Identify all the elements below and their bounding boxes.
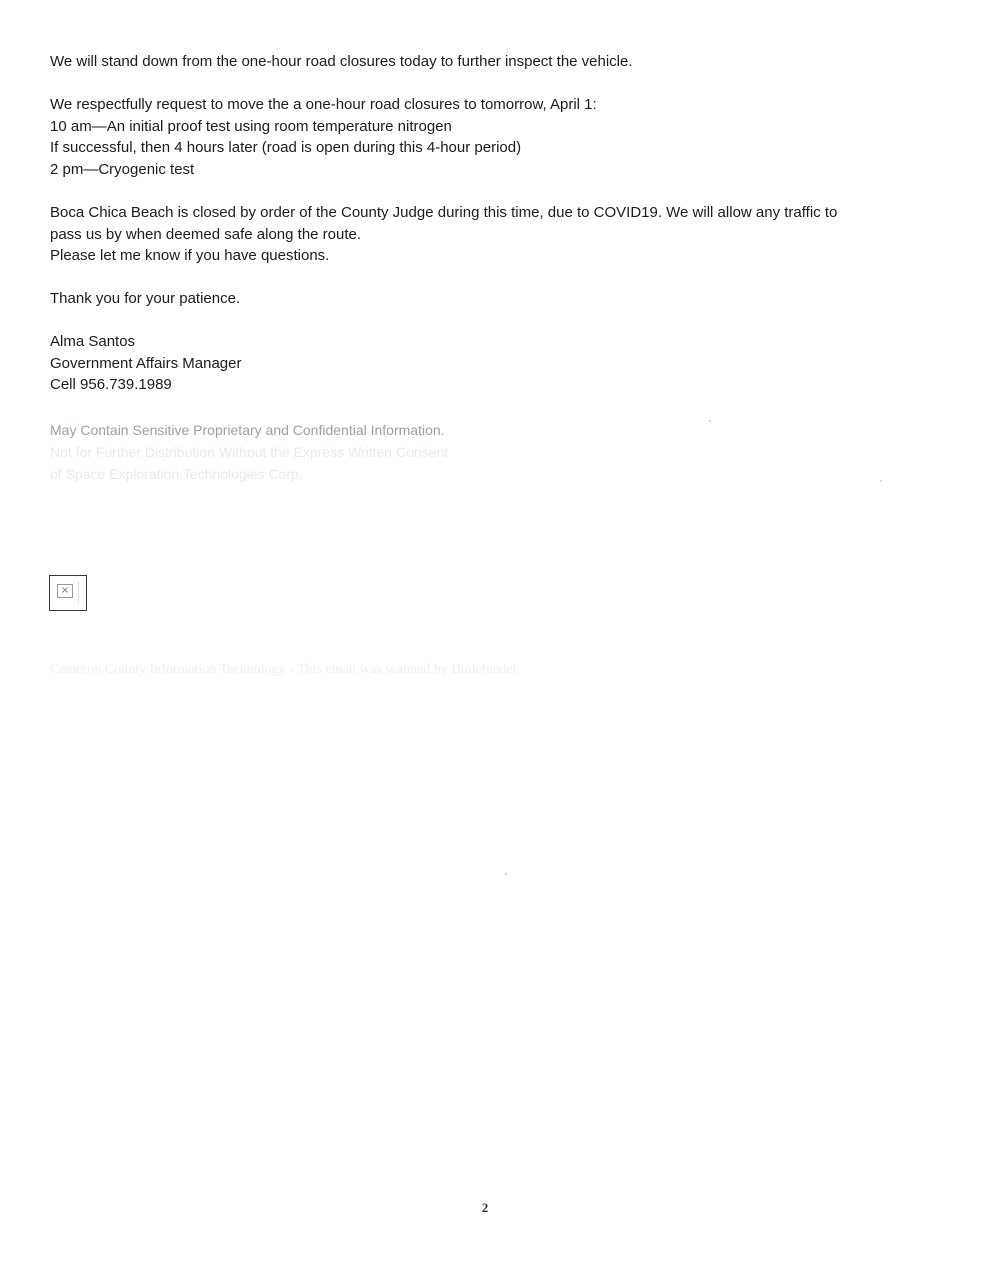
- scan-speck: [709, 420, 711, 422]
- confidentiality-line: May Contain Sensitive Proprietary and Confidential Information.: [50, 422, 445, 438]
- confidentiality-line: Not for Further Distribution Without the Express Written Consent: [50, 444, 449, 460]
- confidentiality-line: of Space Exploration Technologies Corp.: [50, 466, 303, 482]
- signature-name: Alma Santos: [50, 333, 136, 350]
- confidentiality-notice: [50, 419, 448, 485]
- closing-line: [50, 288, 930, 310]
- signature-cell: Cell 956.739.1989: [50, 376, 172, 393]
- signature-block: [50, 331, 930, 396]
- paragraph-stand-down: [50, 51, 930, 73]
- broken-image-icon: [49, 575, 87, 611]
- signature-title: Government Affairs Manager: [50, 354, 242, 372]
- text-line: pass us by when deemed safe along the route.: [50, 225, 362, 243]
- text-line: Boca Chica Beach is closed by order of the County Judge during this time, due to COVID19. We will allow any traffic to: [50, 204, 838, 221]
- scan-notice: Cameron County Information Technology - This email was scanned by Bitdefender: [50, 662, 518, 677]
- text-line: 2 pm—Cryogenic test: [50, 160, 195, 178]
- paragraph-beach-closure: [50, 202, 930, 267]
- page-number: 2: [481, 1200, 489, 1215]
- image-placeholder-edge: [78, 582, 83, 604]
- scan-speck: [880, 480, 882, 482]
- text-line: We respectfully request to move the a one-hour road closures to tomorrow, April 1:: [50, 96, 597, 113]
- text-line: We will stand down from the one-hour road closures today to further inspect the vehicle.: [50, 53, 633, 70]
- text-line: If successful, then 4 hours later (road is open during this 4-hour period): [50, 139, 522, 156]
- text-line: Thank you for your patience.: [50, 290, 241, 307]
- text-line: Please let me know if you have questions.: [50, 247, 330, 264]
- image-placeholder-glyph: ×: [57, 584, 73, 598]
- paragraph-schedule-request: [50, 94, 930, 180]
- scan-speck: [505, 873, 507, 875]
- text-line: 10 am—An initial proof test using room temperature nitrogen: [50, 117, 452, 135]
